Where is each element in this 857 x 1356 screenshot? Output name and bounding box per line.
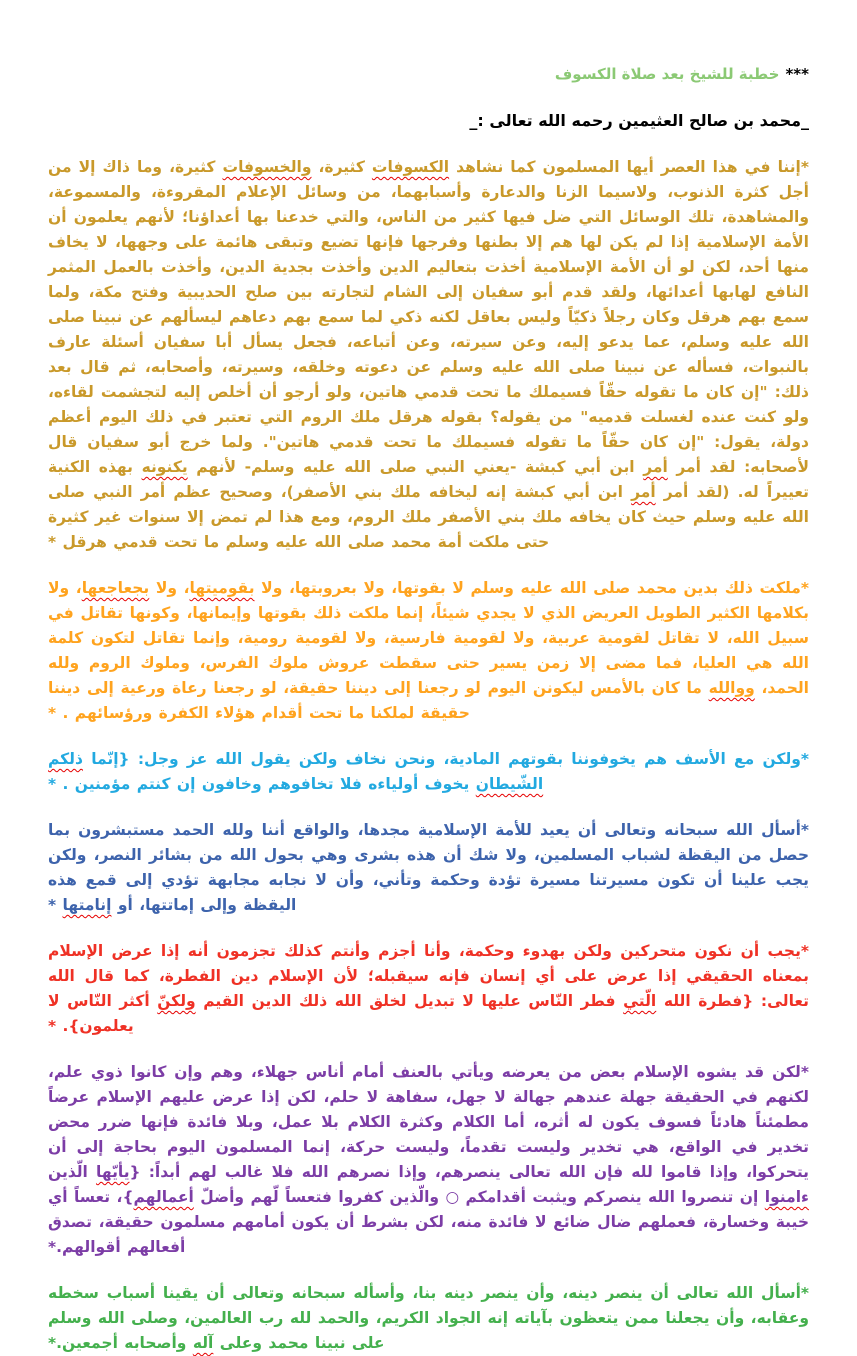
text-segment: أكثر النّاس لا يعلمون}. *: [48, 992, 158, 1035]
text-segment: فطر النّاس عليها لا تبديل لخلق الله ذلك الدين القيم: [195, 992, 624, 1010]
text-segment: *لكن قد يشوه الإسلام بعض من يعرضه ويأتي بالعنف أمام أناس جهلاء، وهم وإن كانوا ذوي علم، لكنهم في الحقيقة جهلة عندهم جهالة لا جهل، سفاهة لا حلم، لكن إذا عرض عليهم الإسلام عرضاً مطمئناً هادئاً فسوف يكون له أثره، أما الكلام وكثرة الكلام بلا عمل، وبلا فائدة فإنها ضرر محض تخدير في الواقع، هي تخدير وليست تقدماً، وليست حركة، إنما المسلمون اليوم بحاجة إلى أن يتحركوا، وإذا قاموا لله فإن الله تعالى ينصرهم، وإذا نصرهم الله فلا غالب لهم أبداً: {: [48, 1063, 809, 1181]
misspelled-word: الّتي: [623, 992, 657, 1010]
text-segment: كثيرة،: [311, 158, 372, 176]
misspelled-word: أمر: [631, 483, 656, 501]
misspelled-word: والخسوفات: [222, 158, 312, 176]
misspelled-word: أعمالهم: [133, 1188, 194, 1206]
text-segment: *يجب أن نكون متحركين ولكن بهدوء وحكمة، وأنا أجزم وأنتم كذلك تجزمون أنه إذا عرض الإسلام بمعناه الحقيقي إذا عرض على أي إنسان فإنه سيقبله؛ لأن الإسلام دين الفطرة، كما قال الله تعالى: {فطرة الله: [48, 942, 809, 1010]
misspelled-word: ءامنوا: [764, 1188, 809, 1206]
misspelled-word: بجعاجعها: [81, 579, 150, 597]
text-segment: ابن أبي كبشة إنه ليخافه ملك بني الأصفر)، وصحيح عظم أمر النبي صلى الله عليه وسلم حيث كان يخافه ملك بني الأصفر ملك الروم، ومع هذا لم تمض إلا سنوات غير كثيرة حتى ملكت أمة محمد صلى الله عليه وسلم ما تحت قدمي هرقل *: [48, 483, 809, 551]
misspelled-word: ذلكم الشّيطان: [48, 750, 544, 793]
paragraph-closing-dua: [48, 1281, 809, 1356]
misspelled-word: أمر: [643, 458, 668, 476]
document-body: [48, 155, 809, 1356]
text-segment: إن تنصروا الله ينصركم ويثبت أقدامكم ○ والّذين كفروا فتعساً لّهم وأضلّ: [193, 1188, 765, 1206]
misspelled-word: يكنونه: [141, 458, 188, 476]
text-segment: *: [48, 896, 63, 914]
text-segment: }، تعساً أي خيبة وخسارة، فعملهم ضال ضائع لا فائدة منه، لكن بشرط أن يكون أمامهم مسلمون حقيقة، تصدق أفعالهم أقوالهم.*: [48, 1188, 809, 1256]
text-segment: ، ولا بكلامها الكثير الطويل العريض الذي لا يجدي شيئاً، إنما ملكت ذلك بقوتها وإيمانها، وكونها تقاتل في سبيل الله، لا تقاتل لقومية عربية، ولا لقومية فارسية، ولا لقومية رومية، وإنما تقاتل لتكون كلمة الله هي العليا، فما مضى إلا زمن يسير حتى سقطت عروش ملوك الفرس، وملوك الروم ولله الحمد،: [48, 579, 809, 697]
text-segment: *ولكن مع الأسف هم يخوفوننا بقوتهم المادية، ونحن نخاف ولكن يقول الله عز وجل: {إنّما: [82, 750, 809, 768]
misspelled-word: ولكنّ: [157, 992, 196, 1010]
paragraph-fear-only-allah: [48, 747, 809, 797]
misspelled-word: ووالله: [708, 679, 755, 697]
misspelled-word: يأيّها: [96, 1163, 130, 1181]
text-segment: يخوف أولياءه فلا تخافوهم وخافون إن كنتم مؤمنين . *: [48, 775, 476, 793]
text-segment: *أسأل الله سبحانه وتعالى أن يعيد للأمة الإسلامية مجدها، والواقع أننا ولله الحمد مستبشرون بما حصل من اليقظة لشباب المسلمين، ولا شك أن هذه بشرى وهي بحول الله من بشائر النصر، ولكن يجب علينا أن تكون مسيرتنا مسيرة تؤدة وحكمة وتأني، وأن لا نجابه مجابهة تؤدي إلى قمع هذه اليقظة وإلى إماتتها، أو: [48, 821, 809, 914]
paragraph-islam-religion-of-fitrah: [48, 939, 809, 1039]
paragraph-islamic-awakening: [48, 818, 809, 918]
text-segment: *إننا في هذا العصر أيها المسلمون كما نشاهد: [449, 158, 809, 176]
paragraph-eclipses-and-sins: [48, 155, 809, 555]
document-title: [48, 64, 809, 84]
paragraph-victory-by-religion: [48, 576, 809, 726]
text-segment: وأصحابه أجمعين.*: [48, 1334, 193, 1352]
text-segment: بهذه الكنية تعييراً له. (لقد أمر: [48, 458, 810, 501]
text-segment: *أسأل الله تعالى أن ينصر دينه، وأن ينصر دينه بنا، وأسأله سبحانه وتعالى أن يقينا أسباب سخطه وعقابه، وأن يجعلنا ممن يتعظون بآياته إنه الجواد الكريم، والحمد لله رب العالمين، وصلى الله وسلم على نبينا محمد وعلى: [48, 1284, 809, 1352]
paragraph-action-not-words: [48, 1060, 809, 1260]
text-segment: ما كان بالأمس ليكونن اليوم لو رجعنا إلى ديننا حقيقة، لو رجعنا رعاة ورعية إلى ديننا حقيقة لملكنا ما تحت أقدام هؤلاء الكفرة ورؤسائهم . *: [48, 679, 709, 722]
title-text: خطبة للشيخ بعد صلاة الكسوف: [554, 65, 780, 83]
misspelled-word: آله: [192, 1334, 214, 1352]
misspelled-word: الكسوفات: [371, 158, 450, 176]
title-asterisks: ***: [785, 65, 809, 83]
misspelled-word: إنامتها: [62, 896, 112, 914]
text-segment: ابن أبي كبشة -يعني النبي صلى الله عليه وسلم- لأنهم: [187, 458, 644, 476]
text-segment: كثيرة، وما ذاك إلا من أجل كثرة الذنوب، ولاسيما الزنا والدعارة وأسبابهما، من وسائل الإعلام المقروءة، والمسموعة، والمشاهدة، تلك الوسائل التي ضل فيها كثير من الناس، والتي خدعنا بها أعداؤنا؛ لأنهم يعلمون أن الأمة الإسلامية إذا لم يكن لها هم إلا بطنها وفرجها فإنها تضيع وتبقى هائمة على وجهها، لا يخاف منها أحد، لكن لو أن الأمة الإسلامية أخذت بتعاليم الدين وأخذت بجدية الدين، وأخذت بالعمل المثمر النافع لهابها أعدائها، ولقد قدم أبو سفيان إلى الشام لتجارته بين صلح الحديبية وفتح مكة، ولما سمع بهم هرقل وكان رجلاً ذكيّاً وليس بعاقل لكنه ذكي لما سمع بهم دعاهم ليسألهم عن نبينا صلى الله عليه وسلم، عما يدعو إليه، وعن سيرته، وعن أتباعه، فجعل يسأل أبا سفيان أسئلة عارف بالنبوات، فسأله عن نبينا صلى الله عليه وسلم عن دعوته وخلقه، وسيرته، وأصحابه، ثم قال بعد ذلك: "إن كان ما تقوله حقّاً فسيملك ما تحت قدمي هاتين، ولو أرجو أن أخلص إليه لتجشمت لقاءه، ولو كنت عنده لغسلت قدميه" من يقوله؟ بقوله هرقل ملك الروم التي تعتبر في ذلك اليوم أعظم دولة، يقول: "إن كان حقّاً ما تقوله فسيملك ما تحت قدمي هاتين". ولما خرج أبو سفيان قال لأصحابه: لقد أمر: [48, 158, 809, 476]
misspelled-word: بقوميتها: [189, 579, 255, 597]
text-segment: *ملكت ذلك بدين محمد صلى الله عليه وسلم لا بقوتها، ولا بعروبتها، ولا: [254, 579, 809, 597]
text-segment: الّذين: [48, 1163, 97, 1181]
text-segment: ، ولا: [149, 579, 190, 597]
author-line: _محمد بن صالح العثيمين رحمه الله تعالى :_: [469, 111, 809, 130]
